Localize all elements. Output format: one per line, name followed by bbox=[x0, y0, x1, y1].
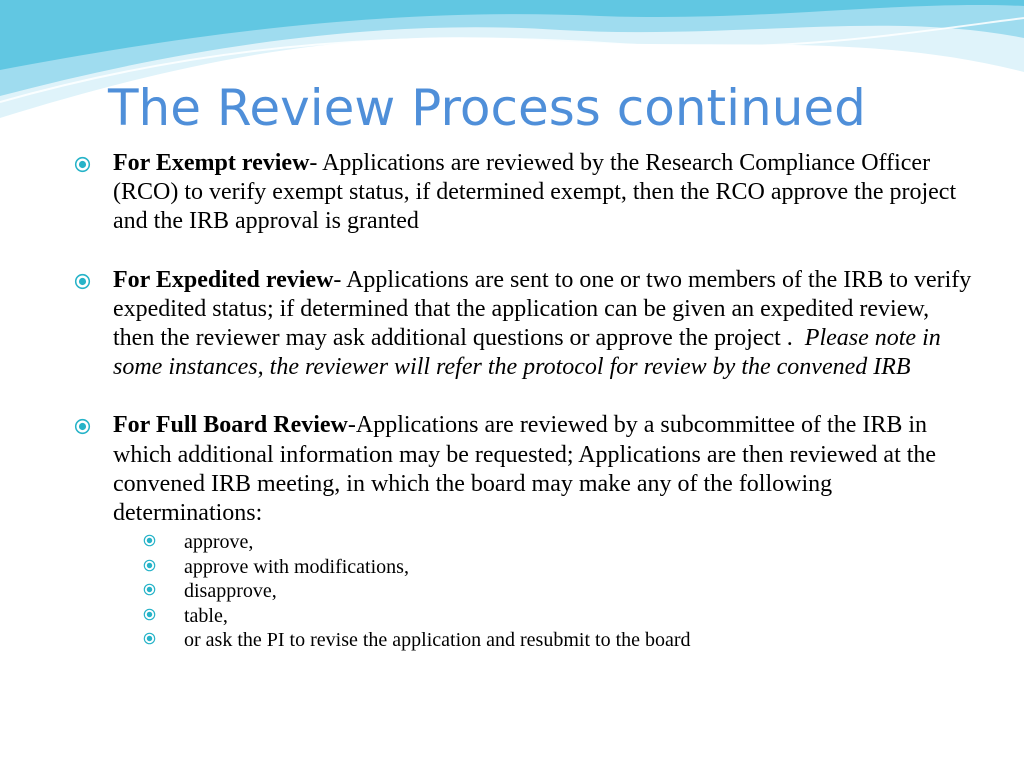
sublist-item bbox=[143, 579, 972, 604]
item-text: - Applications are reviewed by the Research Compliance Officer (RCO) to verify exempt status, if determined exempt, then the RCO approve the project and the IRB approval is granted bbox=[113, 150, 957, 235]
circle-dot-bullet-icon bbox=[143, 608, 156, 621]
circle-dot-bullet-icon bbox=[143, 583, 156, 596]
list-item-exempt-review bbox=[72, 149, 972, 237]
circle-dot-bullet-icon bbox=[143, 559, 156, 572]
sublist-item-label: table, bbox=[184, 604, 228, 627]
sublist-item-label: approve with modifications, bbox=[184, 555, 409, 578]
item-note: Please note in some instances, the reviewer will refer the protocol for review by the convened IRB bbox=[113, 325, 941, 381]
circle-dot-bullet-icon bbox=[143, 534, 156, 547]
item-text: - Applications are sent to one or two members of the IRB to verify expedited status; if determined that the application can be given an expedited review, then the reviewer may ask additional questions or approve the project . bbox=[113, 266, 978, 352]
circle-dot-bullet-icon bbox=[74, 273, 91, 290]
list-item-expedited-review bbox=[72, 266, 978, 383]
sublist-item-label: approve, bbox=[184, 531, 254, 554]
item-text: -Applications are reviewed by a subcommittee of the IRB in which additional information may be requested; Applications are then reviewed at the convened IRB meeting, in which the board may make any of the following determinations: bbox=[113, 412, 937, 527]
item-heading: For Expedited review bbox=[113, 266, 334, 293]
slide-title: The Review Process continued bbox=[108, 79, 866, 137]
bullet-list bbox=[72, 149, 978, 682]
item-heading: For Exempt review bbox=[113, 150, 310, 176]
sublist-item-label: or ask the PI to revise the application and resubmit to the board bbox=[184, 629, 691, 652]
sublist-item bbox=[143, 555, 972, 580]
determinations-sublist bbox=[113, 530, 972, 653]
circle-dot-bullet-icon bbox=[74, 156, 91, 173]
list-item-full-board-review bbox=[72, 411, 972, 652]
sublist-item bbox=[143, 604, 972, 629]
sublist-item bbox=[143, 628, 972, 653]
circle-dot-bullet-icon bbox=[74, 418, 91, 435]
sublist-item-label: disapprove, bbox=[184, 580, 277, 603]
sublist-item bbox=[143, 530, 972, 555]
circle-dot-bullet-icon bbox=[143, 632, 156, 645]
item-heading: For Full Board Review bbox=[113, 412, 348, 439]
